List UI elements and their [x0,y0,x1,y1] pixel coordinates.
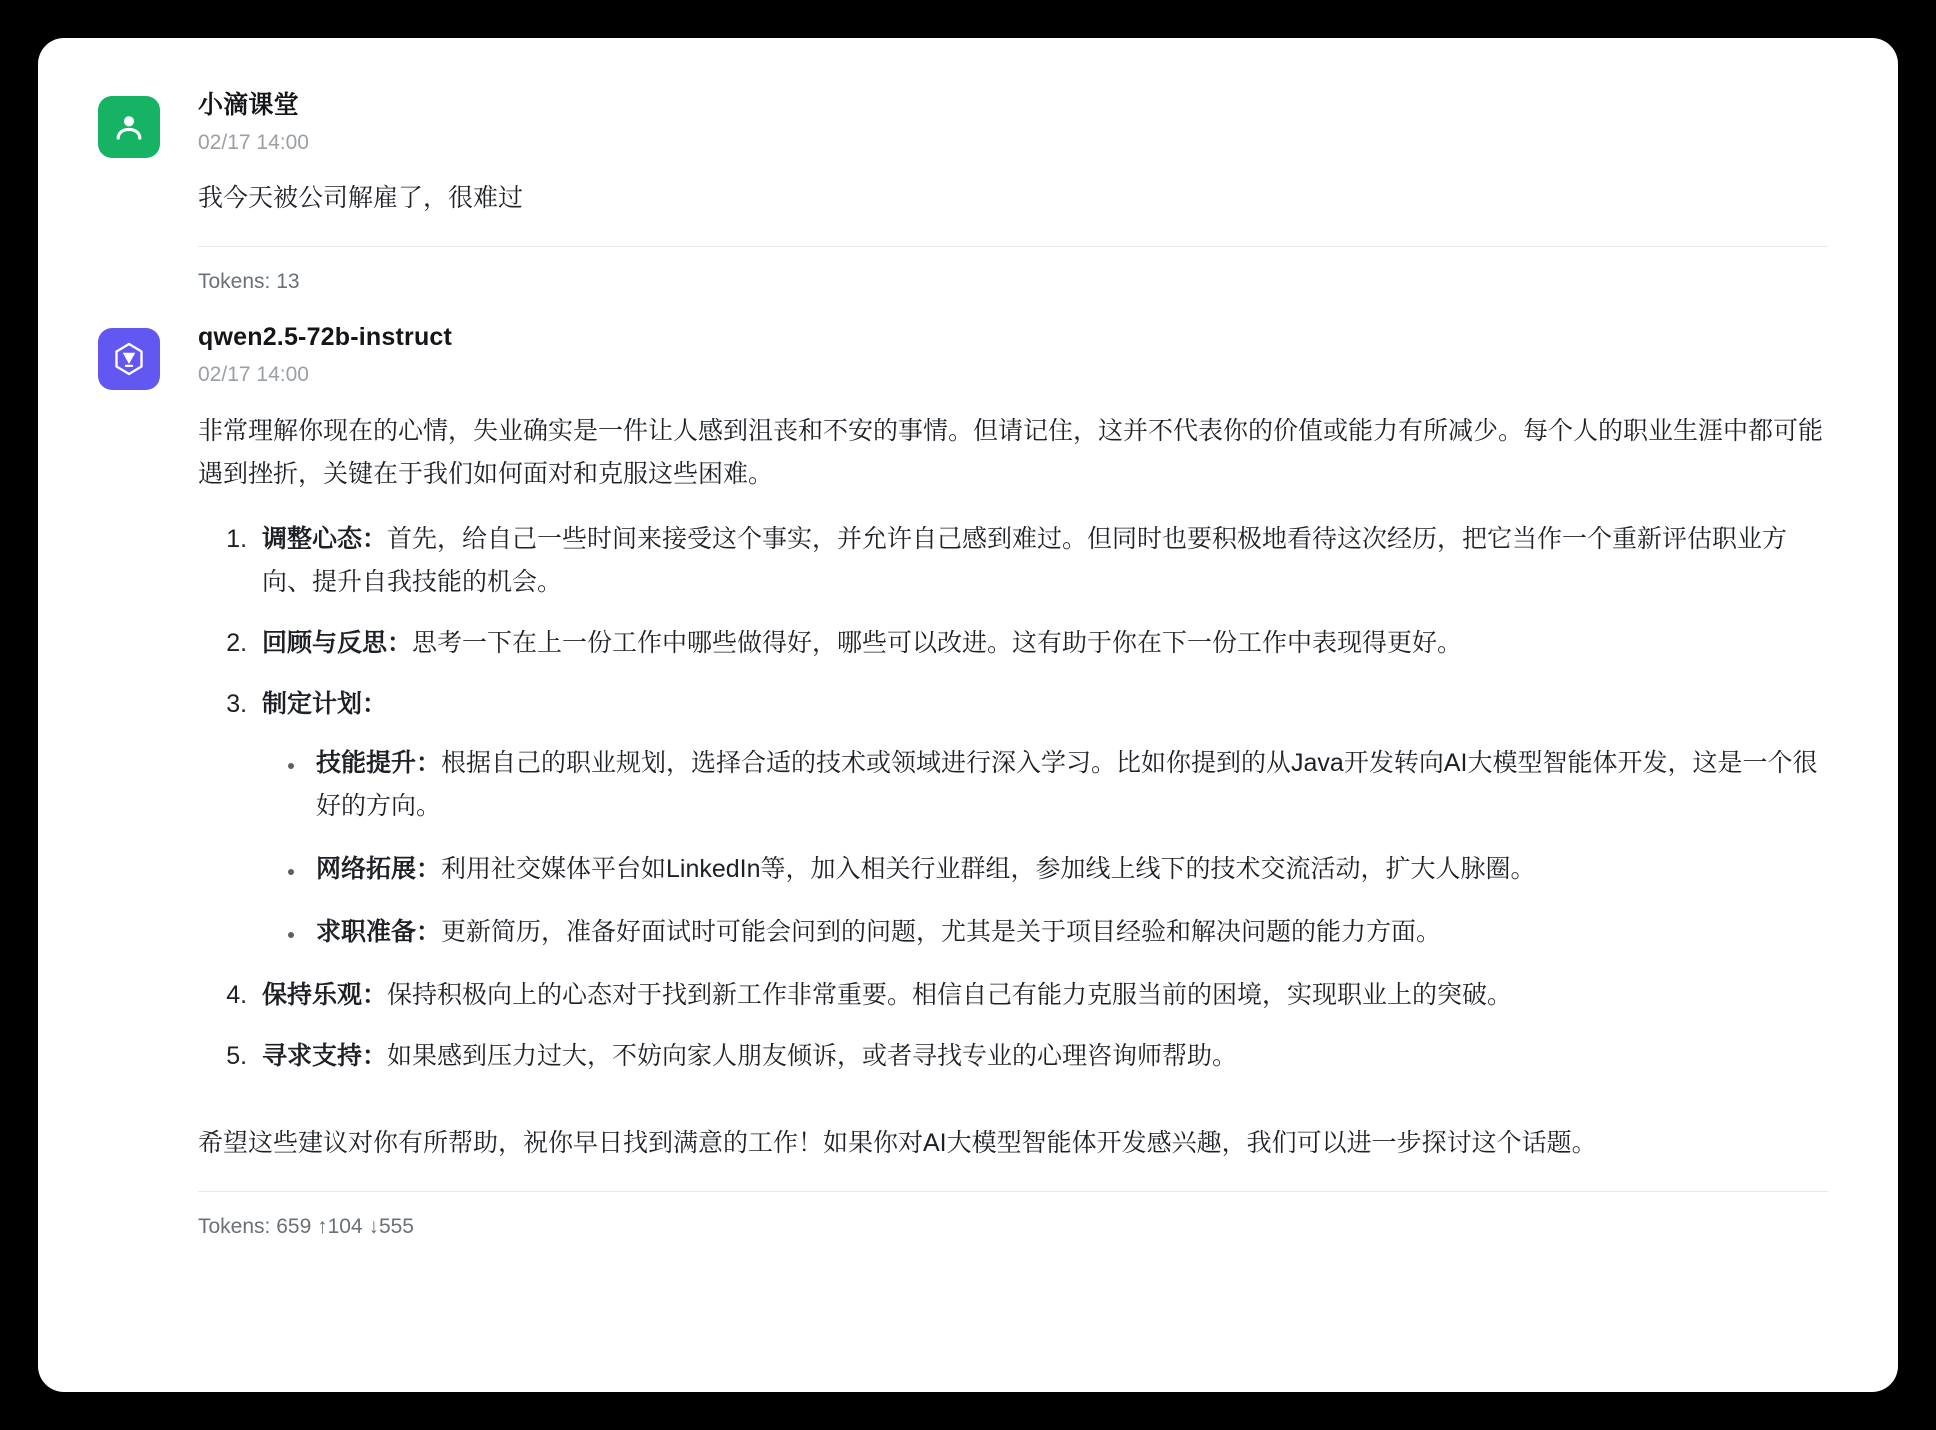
step-lead: 调整心态： [262,524,388,553]
list-item [254,974,1828,1017]
assistant-avatar[interactable] [98,328,160,390]
substep-text: 利用社交媒体平台如LinkedIn等，加入相关行业群组，参加线上线下的技术交流活动，扩大人脉圈。 [441,854,1536,883]
assistant-outro-paragraph: 希望这些建议对你有所帮助，祝你早日找到满意的工作！如果你对AI大模型智能体开发感兴趣，我们可以进一步探讨这个话题。 [198,1128,1597,1157]
chat-card [38,38,1898,1392]
substep-lead: 网络拓展： [316,854,442,883]
user-timestamp: 02/17 14:00 [198,131,309,154]
qwen-logo-icon [109,339,149,379]
step-lead: 制定计划： [262,689,388,718]
assistant-substep-list [262,742,1828,954]
list-item [306,742,1828,828]
list-item [306,848,1828,891]
user-avatar[interactable] [98,96,160,158]
step-text: 如果感到压力过大，不妨向家人朋友倾诉，或者寻找专业的心理咨询师帮助。 [387,1041,1238,1070]
assistant-token-count: Tokens: 659 ↑104 ↓555 [198,1214,414,1238]
paragraph-spacer [198,1096,1828,1122]
user-message-body [198,90,1838,298]
assistant-message [98,298,1838,1248]
user-message [98,66,1838,298]
step-lead: 保持乐观： [262,980,388,1009]
list-item [254,518,1828,604]
substep-lead: 求职准备： [316,917,442,946]
substep-text: 更新简历，准备好面试时可能会问到的问题，尤其是关于项目经验和解决问题的能力方面。 [441,917,1442,946]
assistant-step-list [198,518,1828,1078]
assistant-timestamp: 02/17 14:00 [198,363,309,387]
step-lead: 寻求支持： [262,1041,388,1070]
step-lead: 回顾与反思： [262,628,413,657]
assistant-sender-name: qwen2.5-72b-instruct [198,323,453,352]
list-item [306,911,1828,954]
step-text: 保持积极向上的心态对于找到新工作非常重要。相信自己有能力克服当前的困境，实现职业上的突破。 [387,980,1513,1009]
list-item [254,683,1828,954]
user-sender-name: 小滴课堂 [198,91,299,119]
user-avatar-icon [111,109,147,145]
user-avatar-column [98,90,198,158]
list-item [254,1035,1828,1078]
list-item [254,622,1828,665]
step-text: 思考一下在上一份工作中哪些做得好，哪些可以改进。这有助于你在下一份工作中表现得更好。 [412,628,1463,657]
step-text: 首先，给自己一些时间来接受这个事实，并允许自己感到难过。但同时也要积极地看待这次经历，把它当作一个重新评估职业方向、提升自我技能的机会。 [262,524,1788,596]
assistant-message-body [198,322,1838,1248]
user-message-text: 我今天被公司解雇了，很难过 [198,184,524,213]
assistant-intro-paragraph: 非常理解你现在的心情，失业确实是一件让人感到沮丧和不安的事情。但请记住，这并不代表你的价值或能力有所减少。每个人的职业生涯中都可能遇到挫折，关键在于我们如何面对和克服这些困难。 [198,416,1824,488]
user-token-count: Tokens: 13 [198,270,300,294]
substep-lead: 技能提升： [316,748,442,777]
substep-text: 根据自己的职业规划，选择合适的技术或领域进行深入学习。比如你提到的从Java开发转向AI大模型智能体开发，这是一个很好的方向。 [316,748,1818,820]
assistant-avatar-column [98,322,198,390]
